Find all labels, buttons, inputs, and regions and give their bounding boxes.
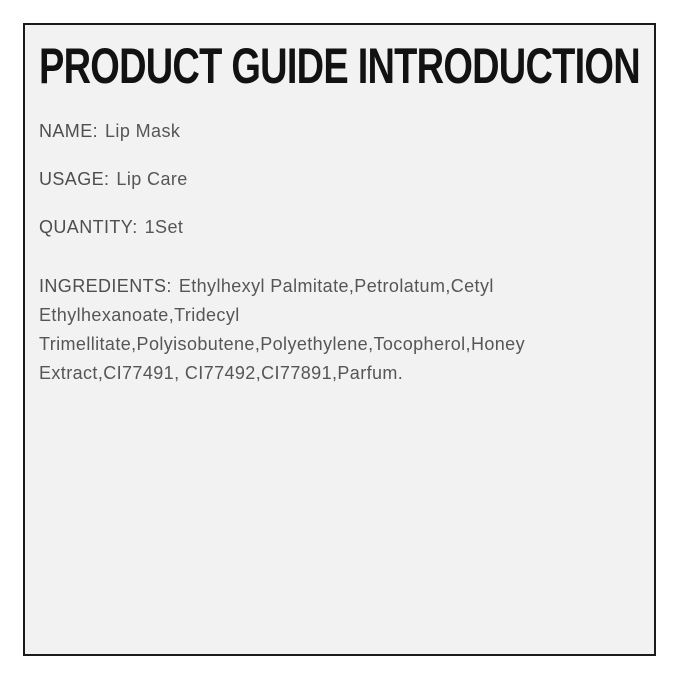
- field-row-quantity: [39, 216, 642, 238]
- field-row-name: [39, 120, 642, 142]
- field-row-usage: [39, 168, 642, 190]
- name-value: Lip Mask: [105, 121, 181, 141]
- usage-value: Lip Care: [116, 169, 188, 189]
- field-row-ingredients: [39, 272, 642, 388]
- ingredients-label: INGREDIENTS:: [39, 276, 172, 296]
- page-title: PRODUCT GUIDE INTRODUCTION: [39, 38, 640, 94]
- quantity-value: 1Set: [144, 217, 184, 237]
- quantity-label: QUANTITY:: [39, 217, 138, 237]
- name-label: NAME:: [39, 121, 99, 141]
- ingredients-value: Ethylhexyl Palmitate,Petrolatum,Cetyl Ethylhexanoate,Tridecyl Trimellitate,Polyisobutene,Polyethylene,Tocopherol,Honey Extract,CI77491, CI77492,CI77891,Parfum.: [39, 276, 525, 383]
- product-guide-panel: [23, 23, 656, 656]
- field-list: [39, 120, 642, 388]
- usage-label: USAGE:: [39, 169, 110, 189]
